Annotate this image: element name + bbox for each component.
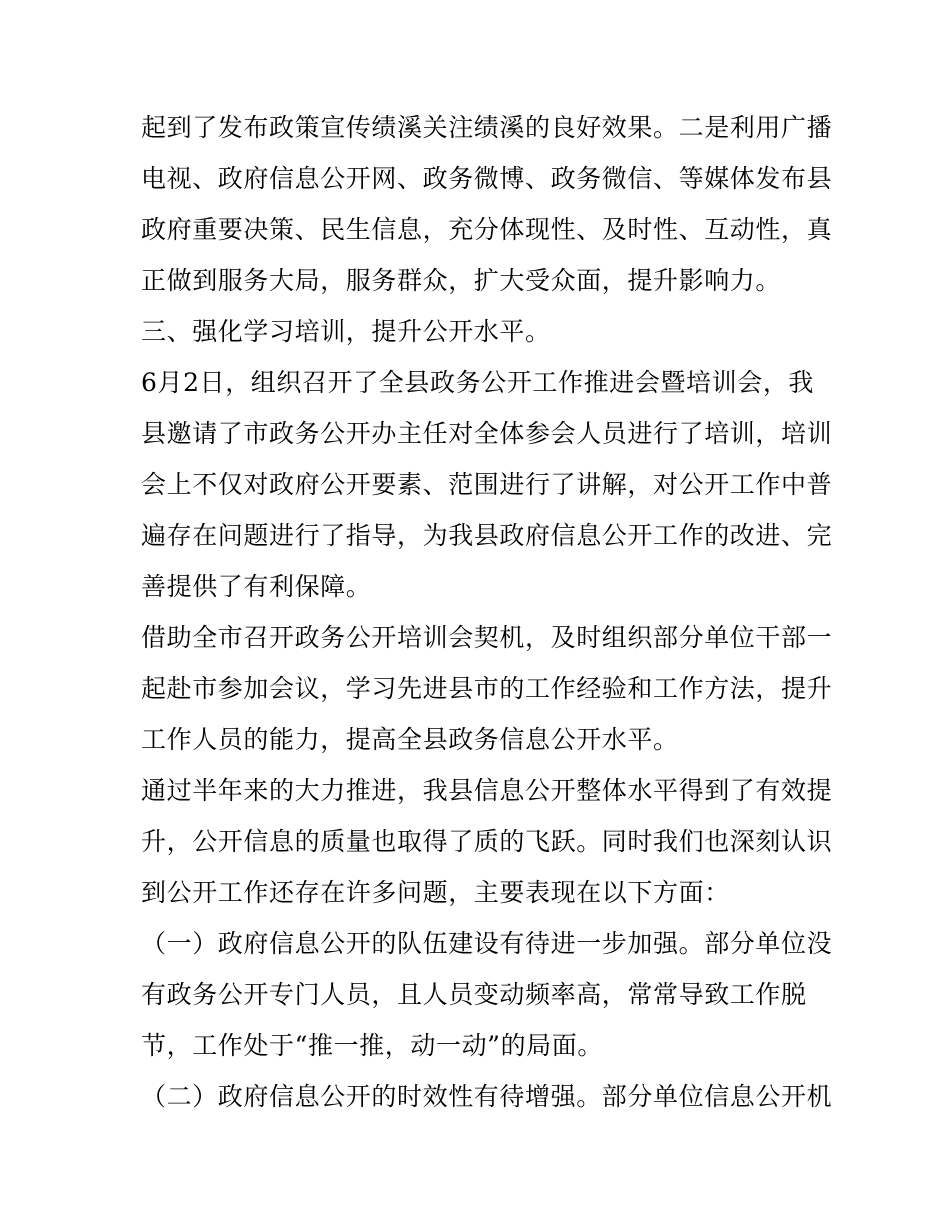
text-line: 6月2日，组织召开了全县政务公开工作推进会暨培训会，我 (141, 368, 815, 397)
text-line: 起到了发布政策宣传绩溪关注绩溪的良好效果。二是利用广播 (141, 113, 833, 142)
text-line: 工作人员的能力，提高全县政务信息公开水平。 (141, 725, 679, 754)
text-line: 遍存在问题进行了指导，为我县政府信息公开工作的改进、完 (141, 521, 833, 550)
section-heading: 三、强化学习培训，提升公开水平。 (141, 317, 551, 346)
text-line: 会上不仅对政府公开要素、范围进行了讲解，对公开工作中普 (141, 470, 833, 499)
text-line: （一）政府信息公开的队伍建设有待进一步加强。部分单位没 (141, 929, 833, 958)
document-body (141, 102, 833, 1122)
text-line: 有政务公开专门人员，且人员变动频率高，常常导致工作脱 (141, 980, 807, 1009)
text-line: （二）政府信息公开的时效性有待增强。部分单位信息公开机 (141, 1082, 833, 1111)
text-line: 善提供了有利保障。 (141, 572, 372, 601)
text-line: 借助全市召开政务公开培训会契机，及时组织部分单位干部一 (141, 623, 833, 652)
text-line: 通过半年来的大力推进，我县信息公开整体水平得到了有效提 (141, 776, 833, 805)
text-line: 正做到服务大局，服务群众，扩大受众面，提升影响力。 (141, 266, 782, 295)
text-line: 县邀请了市政务公开办主任对全体参会人员进行了培训，培训 (141, 419, 833, 448)
text-line: 节，工作处于“推一推，动一动”的局面。 (141, 1031, 603, 1060)
text-line: 政府重要决策、民生信息，充分体现性、及时性、互动性，真 (141, 215, 833, 244)
text-line: 起赴市参加会议，学习先进县市的工作经验和工作方法，提升 (141, 674, 833, 703)
text-line: 到公开工作还存在许多问题，主要表现在以下方面： (141, 878, 730, 907)
text-line: 升，公开信息的质量也取得了质的飞跃。同时我们也深刻认识 (141, 827, 833, 856)
text-line: 电视、政府信息公开网、政务微博、政务微信、等媒体发布县 (141, 164, 833, 193)
